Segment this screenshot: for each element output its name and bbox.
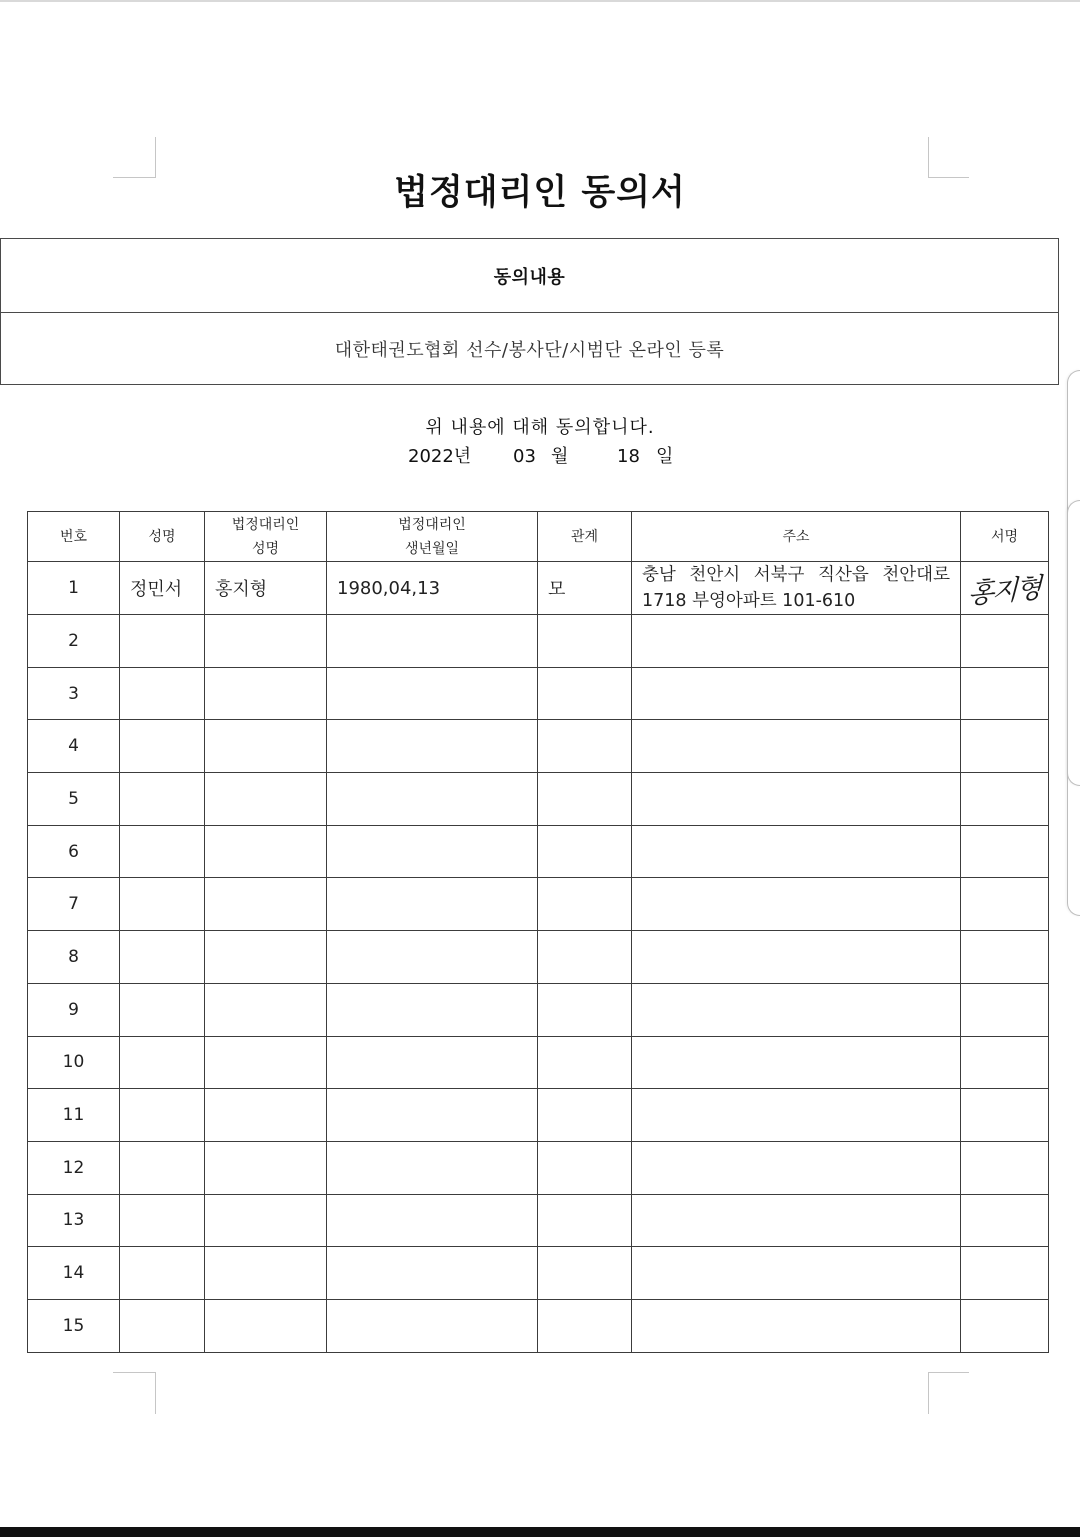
cell-guardian-birth xyxy=(327,1141,538,1194)
header-relation xyxy=(538,512,632,562)
cell-name xyxy=(120,615,205,668)
cell-address xyxy=(632,825,961,878)
number-value: 14 xyxy=(62,1263,85,1284)
cell-guardian-birth xyxy=(327,562,538,615)
cell-relation xyxy=(538,825,632,878)
cell-number xyxy=(28,562,120,615)
header-line: 주소 xyxy=(782,528,810,545)
cell-relation xyxy=(538,720,632,773)
table-header-row xyxy=(28,512,1049,562)
cell-guardian-name xyxy=(205,878,327,931)
number-value: 12 xyxy=(62,1157,85,1178)
cell-signature xyxy=(961,1194,1049,1247)
number-value: 4 xyxy=(68,736,79,757)
cell-guardian-birth xyxy=(327,1247,538,1300)
cell-signature xyxy=(961,562,1049,615)
cell-guardian-name xyxy=(205,1089,327,1142)
cell-address xyxy=(632,1194,961,1247)
table-row xyxy=(28,773,1049,826)
cell-signature xyxy=(961,773,1049,826)
cell-name xyxy=(120,1141,205,1194)
cell-guardian-birth xyxy=(327,667,538,720)
number-value: 10 xyxy=(62,1052,85,1073)
table-body xyxy=(28,562,1049,1353)
cell-guardian-birth xyxy=(327,931,538,984)
table-row xyxy=(28,1247,1049,1300)
cell-guardian-birth xyxy=(327,1089,538,1142)
cell-address xyxy=(632,878,961,931)
cell-signature xyxy=(961,1141,1049,1194)
table-row xyxy=(28,562,1049,615)
cell-address xyxy=(632,931,961,984)
header-number xyxy=(28,512,120,562)
name-value: 정민서 xyxy=(130,579,183,600)
cell-address xyxy=(632,1141,961,1194)
cell-name xyxy=(120,931,205,984)
cell-number xyxy=(28,1141,120,1194)
table-row xyxy=(28,667,1049,720)
relation-value: 모 xyxy=(548,579,566,600)
cell-guardian-name xyxy=(205,825,327,878)
cell-guardian-birth xyxy=(327,1036,538,1089)
cell-relation xyxy=(538,773,632,826)
table-row xyxy=(28,931,1049,984)
cell-name xyxy=(120,983,205,1036)
cell-name xyxy=(120,1299,205,1352)
table-row xyxy=(28,878,1049,931)
consent-content: 대한태권도협회 선수/봉사단/시범단 온라인 등록 xyxy=(1,312,1058,384)
address-line: 충남 천안시 서북구 직산읍 천안대로 xyxy=(642,565,950,585)
cell-signature xyxy=(961,1299,1049,1352)
header-guardian-name xyxy=(205,512,327,562)
cell-number xyxy=(28,1089,120,1142)
crop-mark-bottom-left xyxy=(113,1372,156,1414)
cell-number xyxy=(28,931,120,984)
cell-name xyxy=(120,1194,205,1247)
edge-panel-handle-secondary[interactable] xyxy=(1067,500,1080,916)
cell-signature xyxy=(961,720,1049,773)
cell-guardian-name xyxy=(205,1299,327,1352)
header-line: 번호 xyxy=(59,528,88,545)
cell-address xyxy=(632,720,961,773)
cell-address xyxy=(632,1089,961,1142)
cell-guardian-name xyxy=(205,1036,327,1089)
table-row xyxy=(28,1299,1049,1352)
cell-signature xyxy=(961,667,1049,720)
top-divider xyxy=(0,0,1080,2)
number-value: 7 xyxy=(68,894,79,915)
cell-number xyxy=(28,773,120,826)
header-line: 생년월일 xyxy=(404,540,460,557)
cell-relation xyxy=(538,1247,632,1300)
cell-relation xyxy=(538,1036,632,1089)
cell-number xyxy=(28,1299,120,1352)
header-line: 서명 xyxy=(990,528,1019,545)
cell-guardian-name xyxy=(205,1194,327,1247)
address-line: 1718 부영아파트 101-610 xyxy=(642,591,856,611)
cell-number xyxy=(28,720,120,773)
number-value: 9 xyxy=(68,999,79,1020)
cell-name xyxy=(120,773,205,826)
cell-address xyxy=(632,615,961,668)
number-value: 15 xyxy=(62,1315,85,1336)
cell-name xyxy=(120,562,205,615)
guardian-birth-value: 1980,04,13 xyxy=(337,577,441,599)
cell-relation xyxy=(538,562,632,615)
cell-address xyxy=(632,667,961,720)
number-value: 11 xyxy=(62,1105,85,1126)
cell-name xyxy=(120,825,205,878)
cell-guardian-birth xyxy=(327,1194,538,1247)
table-row xyxy=(28,720,1049,773)
cell-name xyxy=(120,1089,205,1142)
guardian-name-value: 홍지형 xyxy=(215,579,268,600)
cell-guardian-name xyxy=(205,562,327,615)
cell-signature xyxy=(961,615,1049,668)
cell-relation xyxy=(538,667,632,720)
cell-guardian-birth xyxy=(327,983,538,1036)
cell-relation xyxy=(538,1194,632,1247)
number-value: 3 xyxy=(68,683,79,704)
cell-guardian-birth xyxy=(327,1299,538,1352)
guardian-table xyxy=(27,511,1049,1353)
consent-box xyxy=(0,238,1059,385)
cell-number xyxy=(28,983,120,1036)
date-day-unit: 일 xyxy=(656,446,674,467)
cell-relation xyxy=(538,1089,632,1142)
cell-relation xyxy=(538,878,632,931)
cell-guardian-name xyxy=(205,720,327,773)
cell-name xyxy=(120,720,205,773)
cell-number xyxy=(28,1036,120,1089)
cell-signature xyxy=(961,1036,1049,1089)
cell-address xyxy=(632,1036,961,1089)
number-value: 1 xyxy=(68,578,79,598)
agreement-statement: 위 내용에 대해 동의합니다. xyxy=(425,417,655,438)
number-value: 2 xyxy=(68,630,79,651)
cell-number xyxy=(28,1194,120,1247)
table-row xyxy=(28,1089,1049,1142)
cell-number xyxy=(28,825,120,878)
table-row xyxy=(28,1141,1049,1194)
table-row xyxy=(28,1194,1049,1247)
cell-guardian-name xyxy=(205,667,327,720)
cell-name xyxy=(120,1247,205,1300)
cell-guardian-birth xyxy=(327,773,538,826)
cell-guardian-name xyxy=(205,983,327,1036)
table-row xyxy=(28,1036,1049,1089)
cell-name xyxy=(120,878,205,931)
date-month: 03 xyxy=(513,446,536,467)
cell-guardian-birth xyxy=(327,720,538,773)
header-line: 법정대리인 xyxy=(231,516,300,533)
date-month-unit: 월 xyxy=(551,446,569,467)
cell-guardian-name xyxy=(205,1247,327,1300)
cell-signature xyxy=(961,825,1049,878)
cell-relation xyxy=(538,1141,632,1194)
cell-guardian-name xyxy=(205,931,327,984)
header-line: 성명 xyxy=(148,528,176,545)
number-value: 8 xyxy=(68,946,79,967)
cell-number xyxy=(28,878,120,931)
navigation-bar xyxy=(0,1527,1080,1537)
cell-signature xyxy=(961,983,1049,1036)
cell-name xyxy=(120,667,205,720)
cell-guardian-name xyxy=(205,1141,327,1194)
header-line: 법정대리인 xyxy=(398,516,466,533)
number-value: 5 xyxy=(68,788,79,809)
table-row xyxy=(28,825,1049,878)
cell-number xyxy=(28,1247,120,1300)
header-address xyxy=(632,512,961,562)
cell-name xyxy=(120,1036,205,1089)
cell-address xyxy=(632,1299,961,1352)
header-name xyxy=(120,512,205,562)
cell-guardian-birth xyxy=(327,615,538,668)
table-row xyxy=(28,615,1049,668)
cell-address xyxy=(632,1247,961,1300)
cell-guardian-birth xyxy=(327,825,538,878)
date-day: 18 xyxy=(617,446,640,467)
cell-relation xyxy=(538,983,632,1036)
cell-signature xyxy=(961,1089,1049,1142)
cell-guardian-birth xyxy=(327,878,538,931)
header-line: 성명 xyxy=(251,540,280,557)
header-line: 관계 xyxy=(570,528,599,545)
document-title: 법정대리인 동의서 xyxy=(394,173,686,213)
consent-header: 동의내용 xyxy=(493,266,566,288)
cell-address xyxy=(632,983,961,1036)
header-signature xyxy=(961,512,1049,562)
cell-relation xyxy=(538,615,632,668)
cell-address xyxy=(632,562,961,615)
cell-number xyxy=(28,667,120,720)
cell-guardian-name xyxy=(205,615,327,668)
number-value: 13 xyxy=(62,1210,85,1231)
cell-relation xyxy=(538,931,632,984)
number-value: 6 xyxy=(68,841,79,862)
crop-mark-bottom-right xyxy=(928,1372,969,1414)
cell-relation xyxy=(538,1299,632,1352)
cell-guardian-name xyxy=(205,773,327,826)
cell-address xyxy=(632,773,961,826)
cell-number xyxy=(28,615,120,668)
signature: 홍지형 xyxy=(968,572,1041,610)
table-row xyxy=(28,983,1049,1036)
cell-signature xyxy=(961,1247,1049,1300)
cell-signature xyxy=(961,878,1049,931)
cell-signature xyxy=(961,931,1049,984)
header-guardian-birth xyxy=(327,512,538,562)
date-year: 2022년 xyxy=(408,446,472,467)
